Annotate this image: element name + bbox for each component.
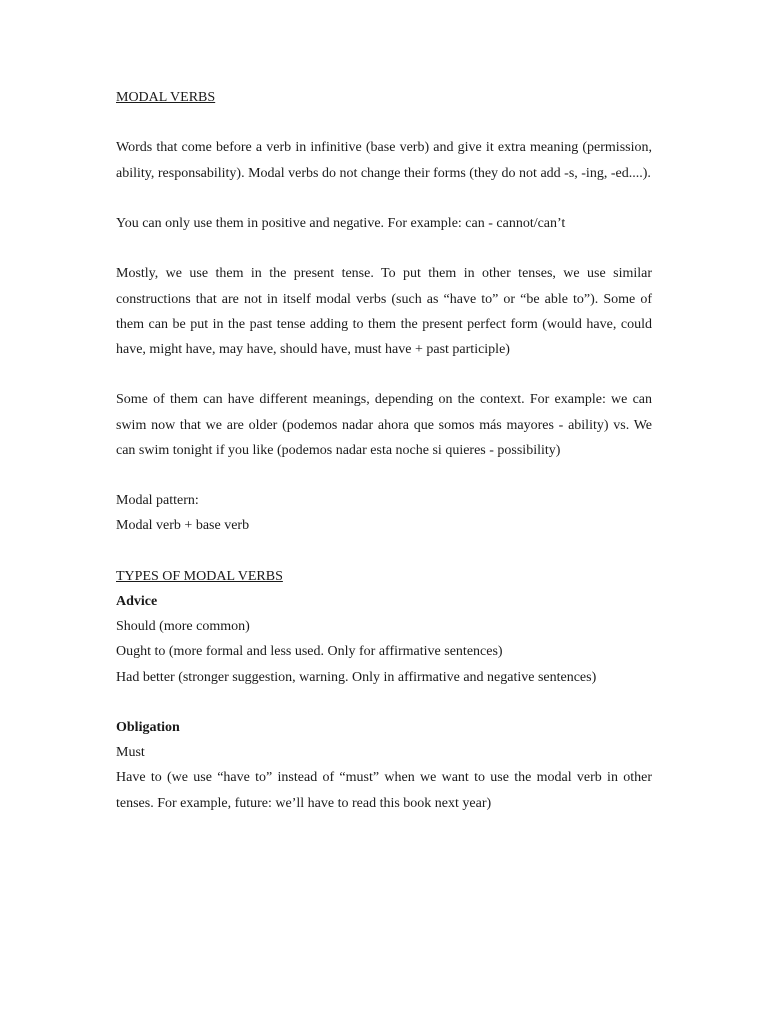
spacer (116, 690, 652, 715)
paragraph-definition: Words that come before a verb in infinitive (base verb) and give it extra meaning (permission, ability, responsability). Modal verbs do not change their forms (they do not add -s, -ing, -ed....). (116, 140, 652, 181)
document-content (116, 85, 652, 816)
spacer (116, 110, 652, 135)
list-item: Ought to (more formal and less used. Only for affirmative sentences) (116, 644, 503, 660)
types-heading: TYPES OF MODAL VERBS (116, 568, 283, 584)
spacer (116, 362, 652, 387)
paragraph-meanings: Some of them can have different meanings, depending on the context. For example: we can swim now that we are older (podemos nadar ahora que somos más mayores - ability) vs. We can swim tonight if you like (podemos nadar esta noche si quieres - possibility) (116, 392, 652, 458)
list-item: Should (more common) (116, 619, 250, 635)
pattern-label: Modal pattern: (116, 493, 199, 509)
paragraph-positive-negative: You can only use them in positive and negative. For example: can - cannot/can’t (116, 215, 566, 231)
document-title: MODAL VERBS (116, 90, 216, 105)
list-item: Must (116, 745, 145, 761)
pattern-formula: Modal verb + base verb (116, 518, 250, 534)
spacer (116, 539, 652, 564)
spacer (116, 236, 652, 261)
paragraph-tenses: Mostly, we use them in the present tense. To put them in other tenses, we use similar constructions that are not in itself modal verbs (such as “have to” or “be able to”). Some of them can be put in the past tense adding to them the present perfect form (would have, could have, might have, may have, should have, must have + past participle) (116, 266, 652, 357)
obligation-heading: Obligation (116, 719, 180, 735)
list-item: Have to (we use “have to” instead of “must” when we want to use the modal verb in other tenses. For example, future: we’ll have to read this book next year) (116, 770, 652, 811)
advice-heading: Advice (116, 593, 158, 609)
spacer (116, 186, 652, 211)
list-item: Had better (stronger suggestion, warning. Only in affirmative and negative sentences) (116, 669, 597, 685)
spacer (116, 463, 652, 488)
